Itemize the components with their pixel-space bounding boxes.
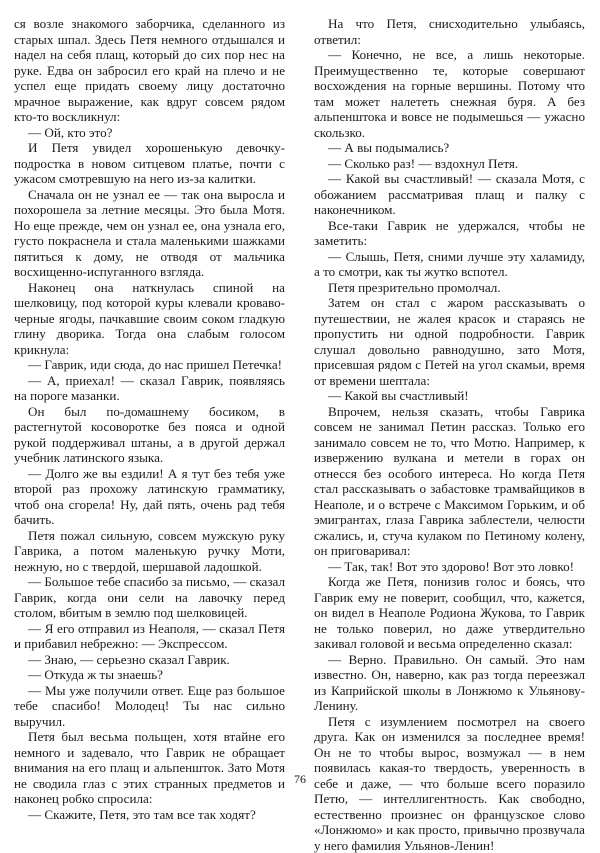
paragraph: — Скажите, Петя, это там все так ходят? [14, 807, 285, 823]
page-number: 76 [0, 772, 600, 787]
paragraph: — Слышь, Петя, сними лучше эту халамиду, а то смотри, как ты жутко вспотел. [314, 249, 585, 280]
right-column [314, 16, 585, 853]
paragraph: И Петя увидел хорошенькую девочку-подростка в новом ситцевом платье, почти с ужасом смотревшую на него из-за калитки. [14, 140, 285, 187]
paragraph: — Верно. Правильно. Он самый. Это нам известно. Он, наверно, как раз тогда переезжал из Каприйской школы в Лонжюмо к Ульянову-Ленину. [314, 652, 585, 714]
paragraph: — А вы подымались? [314, 140, 585, 156]
paragraph: — Я его отправил из Неаполя, — сказал Петя и прибавил небрежно: — Экспрессом. [14, 621, 285, 652]
paragraph: Затем он стал с жаром рассказывать о путешествии, не жалея красок и стараясь не пропустить ни одной подробности. Гаврик слушал довольно равнодушно, зато Мотя, присевшая рядом с Петей на угол скамьи, время от времени шептала: [314, 295, 585, 388]
paragraph: — Ой, кто это? [14, 125, 285, 141]
paragraph: — Гаврик, иди сюда, до нас пришел Петечка! [14, 357, 285, 373]
paragraph: — Откуда ж ты знаешь? [14, 667, 285, 683]
paragraph: — А, приехал! — сказал Гаврик, появляясь на пороге мазанки. [14, 373, 285, 404]
paragraph: Когда же Петя, понизив голос и боясь, что Гаврик ему не поверит, сообщил, что, кажется, он видел в Неаполе Родиона Жукова, то Гаврик не только поверил, но даже утвердительно закивал головой и весьма определенно сказал: [314, 574, 585, 652]
left-column [14, 16, 285, 822]
paragraph: Петя был весьма польщен, хотя втайне его немного и задевало, что Гаврик не обращает внимания на его плащ и альпеншток. Зато Мотя не сводила глаз с этих странных предметов и наконец робко спросила: [14, 729, 285, 807]
paragraph: — Знаю, — серьезно сказал Гаврик. [14, 652, 285, 668]
paragraph: Петя с изумлением посмотрел на своего друга. Как он изменился за последнее время! Он не то чтобы вырос, возмужал — в нем появилась какая-то твердость, уверенность в себе и даже, — что больше всего поразило Петю, — интеллигентность. Как свободно, естественно произнес он французское слово «Лонжюмо» и как просто, привычно прозвучала у него фамилия Ульянов-Ленин! [314, 714, 585, 853]
paragraph: — Большое тебе спасибо за письмо, — сказал Гаврик, когда они сели на лавочку перед столом, вбитым в землю под шелковицей. [14, 574, 285, 621]
paragraph: Сначала он не узнал ее — так она выросла и похорошела за летние месяцы. Это была Мотя. Но еще прежде, чем он узнал ее, она узнала его, густо покраснела и стала маленькими шажками пятиться к дому, не отводя от мальчика восхищенно-испуганного взгляда. [14, 187, 285, 280]
paragraph: Он был по-домашнему босиком, в растегнутой косоворотке без пояса и одной рукой поддерживал штаны, а в другой держал учебник латинского языка. [14, 404, 285, 466]
paragraph: Впрочем, нельзя сказать, чтобы Гаврика совсем не занимал Петин рассказ. Только его занимало совсем не то, что Мотю. Например, к извержению вулкана и метели в горах он отнесся без особого интереса. Но когда Петя стал рассказывать о забастовке трамвайщиков в Неаполе, и о встрече с Максимом Горьким, и об эмигрантах, глаза Гаврика заблестели, челюсти сжались, и, стуча кулаком по Петиному колену, он приговаривал: [314, 404, 585, 559]
paragraph: — Мы уже получили ответ. Еще раз большое тебе спасибо! Молодец! Ты нас сильно выручил. [14, 683, 285, 730]
paragraph: Петя презрительно промолчал. [314, 280, 585, 296]
paragraph: — Так, так! Вот это здорово! Вот это ловко! [314, 559, 585, 575]
paragraph: Все-таки Гаврик не удержался, чтобы не заметить: [314, 218, 585, 249]
paragraph: — Конечно, не все, а лишь некоторые. Преимущественно те, которые совершают восхождения на горные вершины. Потому что там может налететь снежная буря. А без альпенштока и вовсе не подымешься — ужасно скользко. [314, 47, 585, 140]
paragraph: Наконец она наткнулась спиной на шелковицу, под которой куры клевали кроваво-черные ягоды, пачкавшие своим соком гладкую глину дворика. Тогда она слабым голосом крикнула: [14, 280, 285, 358]
paragraph: — Какой вы счастливый! [314, 388, 585, 404]
paragraph: ся возле знакомого заборчика, сделанного из старых шпал. Здесь Петя немного отдышался и надел на себя плащ, который до сих пор нес на руке. Едва он забросил его край на плечо и не успел еще придать своему лицу достаточно мрачное выражение, как вдруг совсем рядом кто-то воскликнул: [14, 16, 285, 125]
paragraph: — Сколько раз! — вздохнул Петя. [314, 156, 585, 172]
paragraph: На что Петя, снисходительно улыбаясь, ответил: [314, 16, 585, 47]
paragraph: Петя пожал сильную, совсем мужскую руку Гаврика, а потом маленькую ручку Моти, нежную, но с твердой, шершавой ладошкой. [14, 528, 285, 575]
paragraph: — Какой вы счастливый! — сказала Мотя, с обожанием рассматривая плащ и палку с наконечником. [314, 171, 585, 218]
paragraph: — Долго же вы ездили! А я тут без тебя уже второй раз прохожу латинскую грамматику, чтоб она сгорела! Ну, дай пять, очень рад тебя бачить. [14, 466, 285, 528]
